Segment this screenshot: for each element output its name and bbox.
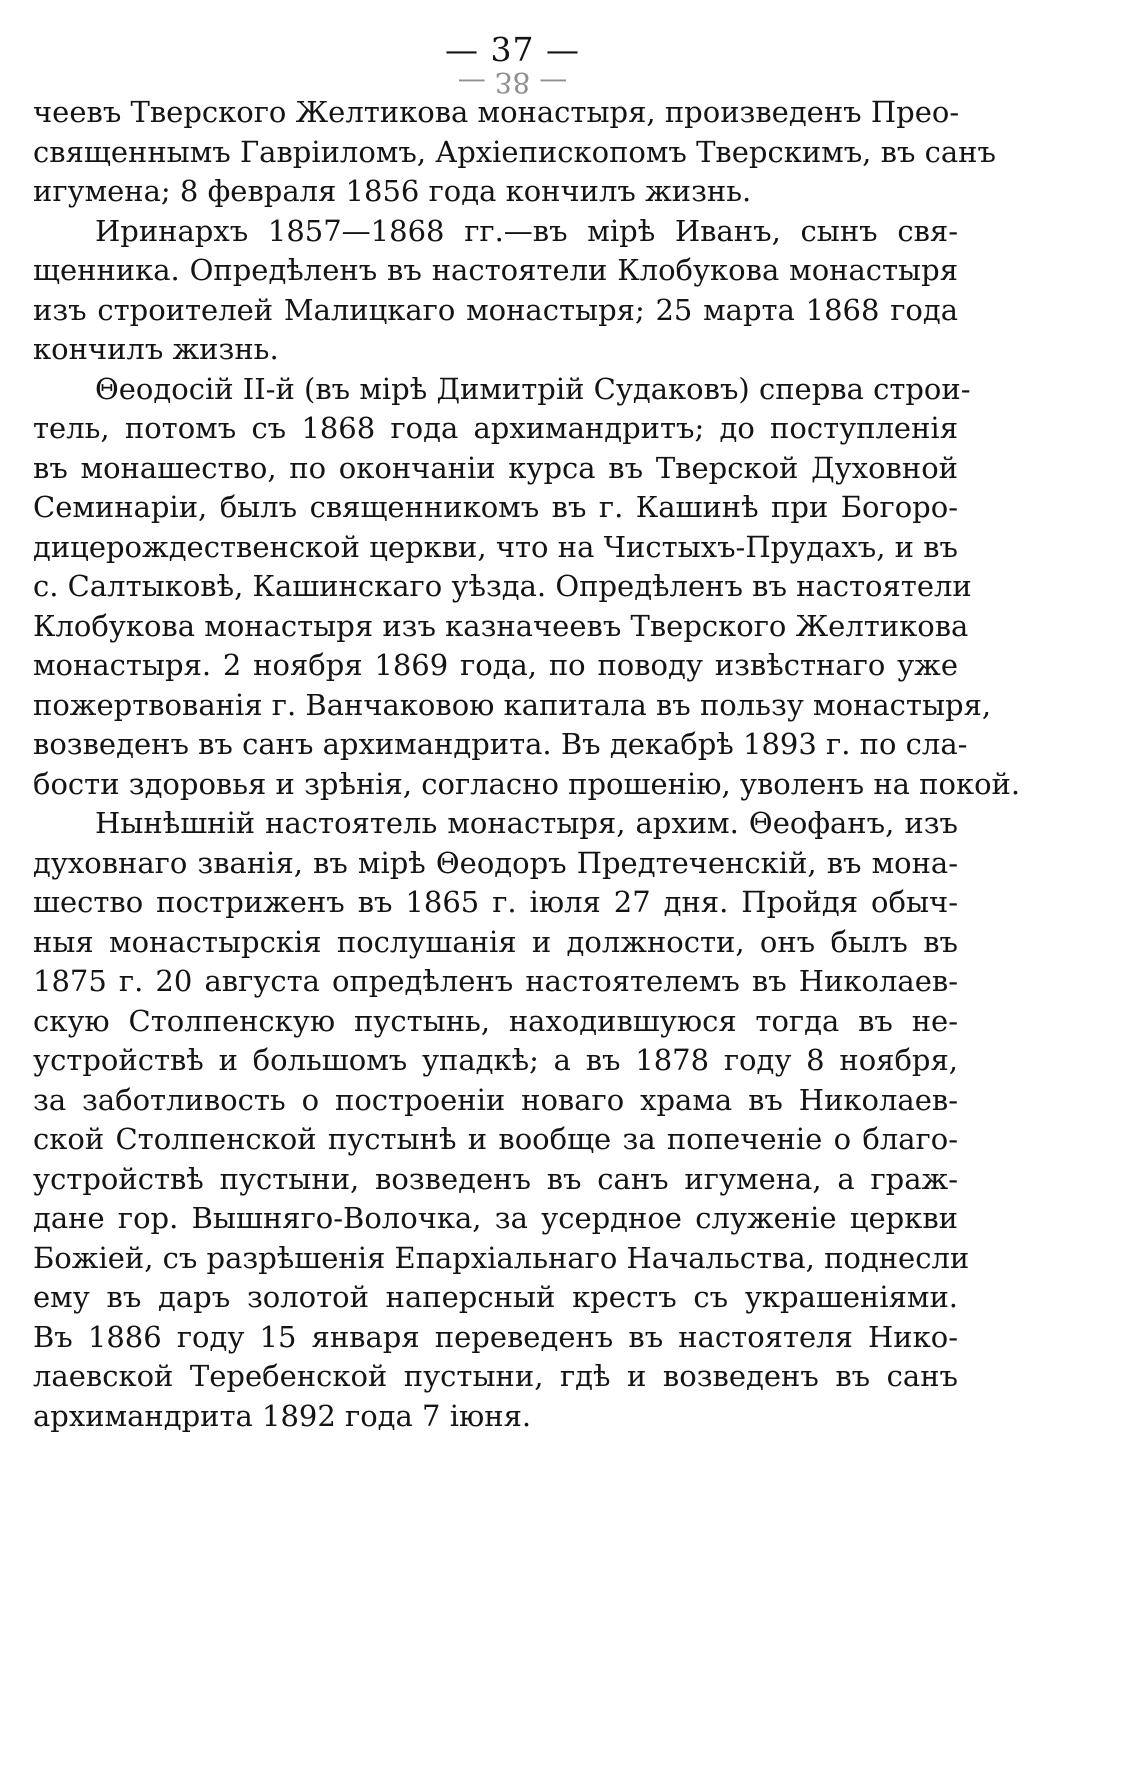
text-line: въ монашество, по окончаніи курса въ Тверской Духовной [33, 450, 958, 485]
text-line: ныя монастырскія послушанія и должности, онъ былъ въ [33, 924, 958, 959]
text-line: чеевъ Тверского Желтикова монастыря, произведенъ Прео- [33, 95, 960, 129]
text-line: с. Салтыковѣ, Кашинскаго уѣзда. Опредѣленъ въ настоятели [33, 569, 972, 603]
text-line: Семинаріи, былъ священникомъ въ г. Кашинѣ при Богоро- [33, 490, 958, 524]
text-line: скую Столпенскую пустынь, находившуюся тогда въ не- [33, 1003, 958, 1038]
body-text [33, 93, 1021, 1436]
text-line: щенника. Опредѣленъ въ настоятели Клобукова монастыря [33, 253, 958, 287]
text-line: духовнаго званія, въ мірѣ Θеодоръ Предтеченскій, въ мона- [33, 845, 958, 880]
text-line: дане гор. Вышняго-Волочка, за усердное служеніе церкви [33, 1201, 958, 1235]
text-line: устройствѣ и большомъ упадкѣ; а въ 1878 году 8 ноября, [33, 1043, 958, 1077]
text-line: пожертвованія г. Ванчаковою капитала въ пользу монастыря, [33, 687, 992, 722]
text-line: устройствѣ пустыни, возведенъ въ санъ игумена, а граж- [33, 1161, 958, 1196]
text-line: тель, потомъ съ 1868 года архимандритъ; до поступленія [33, 411, 958, 445]
text-line: Иринархъ 1857—1868 гг.—въ мірѣ Иванъ, сынъ свя- [95, 213, 958, 248]
text-line: бости здоровья и зрѣнія, согласно прошенію, уволенъ на покой. [33, 766, 1021, 801]
text-line: за заботливость о построеніи новаго храма въ Николаев- [33, 1082, 958, 1117]
text-line: дицерождественской церкви, что на Чистыхъ-Прудахъ, и въ [33, 529, 958, 564]
paragraph [33, 370, 1021, 805]
text-line: шество постриженъ въ 1865 г. іюля 27 дня. Пройдя обыч- [33, 885, 958, 919]
text-line: ской Столпенской пустынѣ и вообще за попеченіе о благо- [33, 1122, 958, 1156]
text-line: лаевской Теребенской пустыни, гдѣ и возведенъ въ санъ [33, 1359, 958, 1393]
text-line: Нынѣшній настоятель монастыря, архим. Θеофанъ, изъ [95, 806, 958, 840]
text-line: Божіей, съ разрѣшенія Епархіальнаго Начальства, поднесли [33, 1240, 970, 1275]
text-line: изъ строителей Малицкаго монастыря; 25 марта 1868 года [33, 292, 958, 327]
paragraph [33, 804, 970, 1436]
text-line: священнымъ Гавріиломъ, Архіепископомъ Тверскимъ, въ санъ [33, 134, 996, 169]
text-line: архимандрита 1892 года 7 іюня. [33, 1398, 532, 1433]
text-line: ему въ даръ золотой наперсный крестъ съ украшеніями. [33, 1280, 958, 1314]
bleed-through-page-number: — 38 — [457, 66, 568, 99]
paragraph [33, 93, 996, 212]
page-number: — 37 — [445, 30, 580, 69]
paragraph [33, 212, 958, 370]
text-line: 1875 г. 20 августа опредѣленъ настоятелемъ въ Николаев- [33, 964, 958, 998]
text-line: Клобукова монастыря изъ казначеевъ Тверского Желтикова [33, 608, 969, 643]
text-line: монастыря. 2 ноября 1869 года, по поводу извѣстнаго уже [33, 648, 958, 682]
text-line: возведенъ въ санъ архимандрита. Въ декабрѣ 1893 г. по сла- [33, 727, 968, 761]
text-line: Въ 1886 году 15 января переведенъ въ настоятеля Нико- [33, 1319, 958, 1354]
text-line: кончилъ жизнь. [33, 332, 279, 366]
text-line: игумена; 8 февраля 1856 года кончилъ жизнь. [33, 174, 752, 208]
text-line: Θеодосій II-й (въ мірѣ Димитрій Судаковъ) сперва строи- [95, 371, 971, 406]
